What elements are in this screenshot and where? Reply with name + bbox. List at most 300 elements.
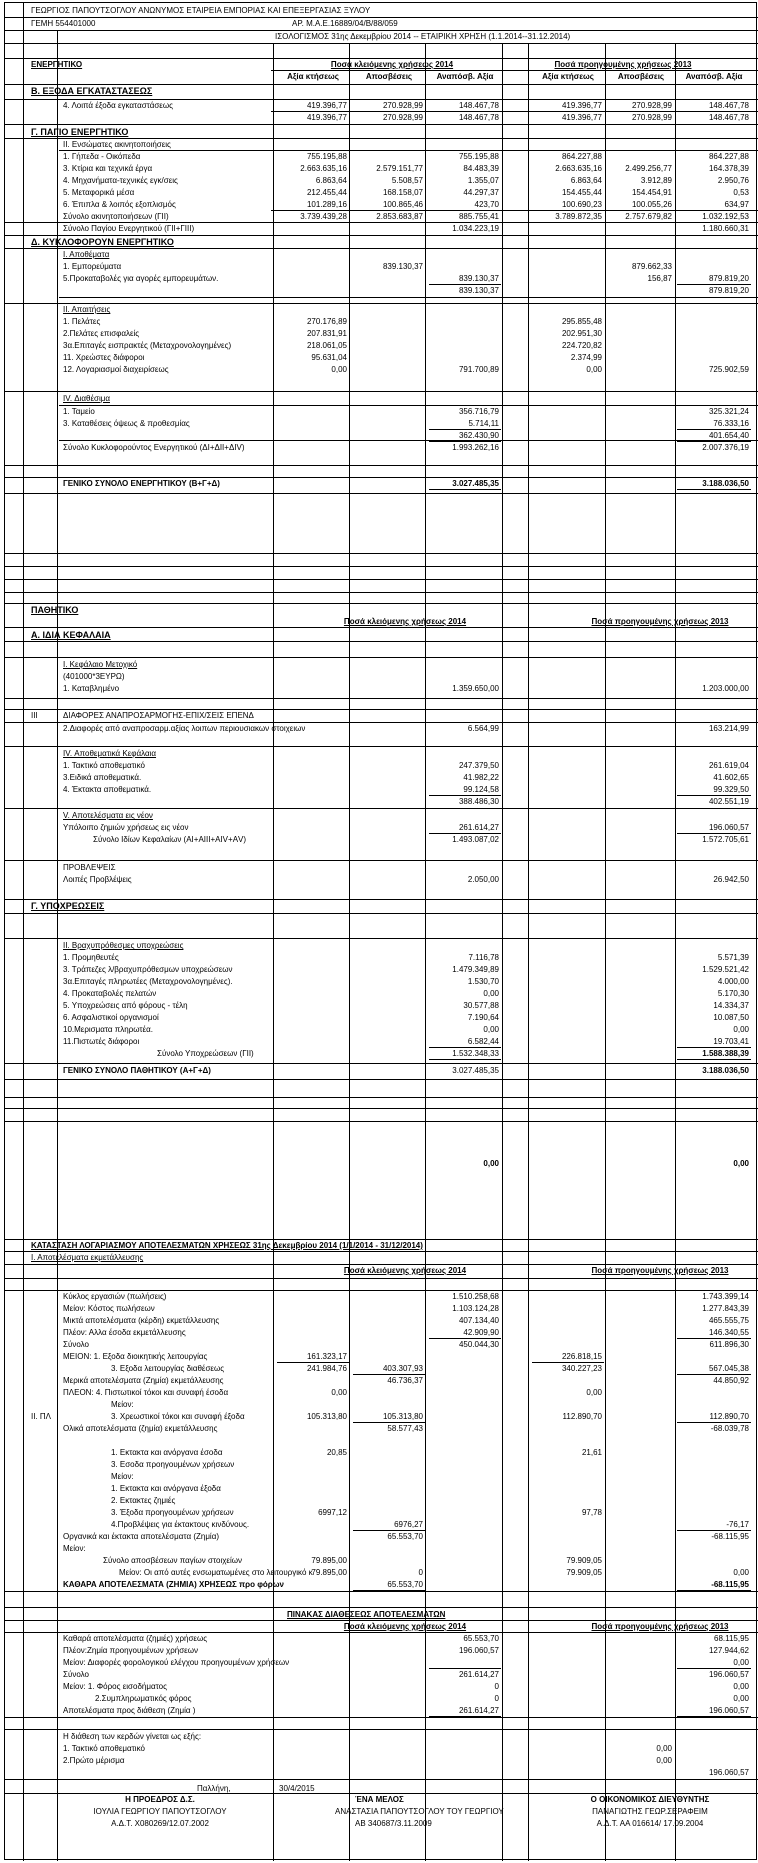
amount-cell: 224.720,82 (561, 341, 602, 350)
text-cell: ΠΛΕΟΝ: 4. Πιστωτικοί τόκοι και συναφή έσοδα (63, 1388, 229, 1397)
grid-line (5, 592, 758, 593)
text-cell: ΙΙ. ΠΛ (31, 1412, 52, 1421)
amount-cell: 755.195,88 (458, 152, 499, 161)
amount-cell: 2.007.376,19 (702, 443, 749, 452)
amount-cell: 1.532.348,33 (452, 1049, 499, 1058)
statement-row (5, 1567, 756, 1579)
text-cell: 4. Προκαταβολές πελατών (63, 989, 157, 998)
text-cell: IV. Διαθέσιμα (63, 394, 110, 403)
amount-cell: 791.700,89 (458, 365, 499, 374)
statement-row (5, 1000, 756, 1012)
statement-row (5, 1036, 756, 1048)
text-cell: 4.Προβλέψεις για έκτακτους κινδύνους. (111, 1520, 250, 1529)
amount-cell: 0 (418, 1568, 423, 1577)
amount-cell: 112.890,70 (562, 1412, 602, 1421)
grid-line (5, 1121, 758, 1122)
amount-cell: 1.993.262,16 (452, 443, 499, 452)
amount-cell: 402.551,19 (708, 797, 749, 806)
text-cell: V. Αποτελέσματα εις νέον (63, 811, 153, 820)
statement-row (5, 760, 756, 772)
text-cell: 11. Χρεώστες διάφοροι (63, 353, 145, 362)
amount-cell: 5.170,30 (717, 989, 749, 998)
text-cell: Σύνολο Υποχρεώσεων (ΓΙΙ) (157, 1049, 254, 1058)
text-cell: 1. Προμηθευτές (63, 953, 119, 962)
amount-cell: 0,00 (586, 1388, 602, 1397)
text-cell: 6. Έπιπλα & λοιπός εξοπλισμός (63, 200, 176, 209)
statement-row (5, 1048, 756, 1060)
amount-cell: 725.902,59 (708, 365, 749, 374)
grid-line (5, 808, 758, 809)
statement-row (5, 1693, 756, 1705)
amount-cell: 44.297,37 (463, 188, 499, 197)
amount-cell: 879.819,20 (708, 286, 749, 295)
amount-cell: 419.396,77 (561, 101, 602, 110)
statement-row (5, 796, 756, 808)
amount-cell: 79.909,05 (566, 1568, 602, 1577)
text-cell: ΜΕΙΟΝ: 1. Εξοδα διοικητικής λειτουργίας (63, 1352, 208, 1361)
amount-cell: 101.289,16 (306, 200, 347, 209)
grid-line (5, 553, 758, 554)
text-cell: ΙΟΥΛΙΑ ΓΕΩΡΓΙΟΥ ΠΑΠΟΥΤΣΟΓΛΟΥ (93, 1807, 227, 1816)
grid-line (5, 746, 758, 747)
statement-row (5, 952, 756, 964)
amount-cell: 864.227,88 (708, 152, 749, 161)
statement-row (5, 1252, 756, 1264)
text-cell: Σύνολο Παγίου Ενεργητικού (ΓΙΙ+ΓΙΙΙ) (63, 224, 195, 233)
amount-cell: 2.579.151,77 (376, 164, 423, 173)
statement-row (5, 1767, 756, 1779)
statement-row (5, 683, 756, 695)
statement-row (5, 199, 756, 211)
amount-cell: 5.571,39 (717, 953, 749, 962)
amount-cell: 270.928,99 (382, 113, 423, 122)
amount-cell: 270.928,99 (382, 101, 423, 110)
grid-line (5, 579, 758, 580)
amount-cell: 6976,27 (394, 1520, 423, 1529)
text-cell: Η ΠΡΟΕΔΡΟΣ Δ.Σ. (125, 1795, 195, 1804)
statement-row (5, 1483, 756, 1495)
amount-cell: 1.588.388,39 (702, 1049, 749, 1058)
statement-row (5, 976, 756, 988)
amount-cell: 79.895,00 (311, 1568, 347, 1577)
amount-cell: 567.045,38 (708, 1364, 749, 1373)
statement-row (5, 1681, 756, 1693)
amount-cell: 403.307,93 (382, 1364, 423, 1373)
text-cell: ΕΝΕΡΓΗΤΙΚΟ (31, 60, 83, 69)
amount-cell: 100.690,23 (561, 200, 602, 209)
amount-cell: -68.115,95 (711, 1532, 749, 1541)
text-cell: ΚΑΘΑΡΑ ΑΠΟΤΕΛΕΣΜΑΤΑ (ΖΗΜΙΑ) ΧΡΗΣΕΩΣ προ φόρων (63, 1580, 284, 1589)
amount-cell: 0,00 (733, 1025, 749, 1034)
statement-row (5, 340, 756, 352)
amount-cell: 105.313,80 (306, 1412, 347, 1421)
amount-cell: 5.714,11 (468, 419, 499, 428)
statement-row (5, 1447, 756, 1459)
amount-cell: 611.896,30 (709, 1340, 749, 1349)
amount-cell: 1.277.843,39 (702, 1304, 749, 1313)
statement-row (5, 784, 756, 796)
amount-cell: 1.203.000,00 (702, 684, 749, 693)
text-cell: ΙΙ. Ενσώματες ακινητοποιήσεις (63, 140, 171, 149)
text-cell: 12. Λογαριασμοί διαχειρίσεως (63, 365, 169, 374)
amount-cell: 41.602,65 (713, 773, 749, 782)
text-cell: Σύνολο (63, 1340, 89, 1349)
amount-cell: 156,87 (647, 274, 672, 283)
amount-cell: 14.334,37 (713, 1001, 749, 1010)
text-cell: Μικτά αποτελέσματα (κέρδη) εκμετάλλευσης (63, 1316, 220, 1325)
amount-cell: 154.455,44 (561, 188, 602, 197)
amount-cell: 79.909,05 (566, 1556, 602, 1565)
grid-line (5, 1717, 758, 1718)
amount-cell: 99.124,58 (463, 785, 499, 794)
amount-cell: 20,85 (326, 1448, 347, 1457)
statement-row (5, 671, 756, 683)
text-cell: Α.Δ.Τ. ΑΑ 016614/ 17.09.2004 (596, 1819, 704, 1828)
text-cell: Αξία κτήσεως (287, 72, 339, 81)
statement-row (5, 988, 756, 1000)
amount-cell: 100.055,26 (631, 200, 672, 209)
text-cell: 5.Προκαταβολές για αγορές εμπορευμάτων. (63, 274, 219, 283)
text-cell: ΠΡΟΒΛΕΨΕΙΣ (63, 863, 116, 872)
amount-cell: 450.044,30 (458, 1340, 499, 1349)
text-cell: Οργανικά και έκτακτα αποτελέσματα (Ζημία) (63, 1532, 219, 1541)
grid-line (5, 1097, 758, 1098)
text-cell: ΠΑΝΑΓΙΩΤΗΣ ΓΕΩΡ.ΣΕΡΑΦΕΙΜ (592, 1807, 708, 1816)
amount-cell: 0,00 (586, 365, 602, 374)
text-cell: Ποσά προηγουμένης χρήσεως 2013 (591, 1622, 729, 1631)
statement-row (5, 1579, 756, 1591)
amount-cell: 168.158,07 (382, 188, 423, 197)
amount-cell: 19.703,41 (713, 1037, 749, 1046)
statement-row (5, 1303, 756, 1315)
amount-cell: 46.736,37 (387, 1376, 423, 1385)
text-cell: Αποσβέσεις (617, 72, 665, 81)
amount-cell: 65.553,70 (387, 1580, 423, 1589)
text-cell: Δ. ΚΥΚΛΟΦΟΡΟΥΝ ΕΝΕΡΓΗΤΙΚΟ (31, 237, 174, 247)
amount-cell: 7.116,78 (468, 953, 499, 962)
text-cell: ΈΝΑ ΜΕΛΟΣ (355, 1795, 404, 1804)
statement-row (5, 316, 756, 328)
amount-cell: 95.631,04 (311, 353, 347, 362)
text-cell: Αναπόσβ. Αξία (685, 72, 743, 81)
text-cell: ΓΕΝΙΚΟ ΣΥΝΟΛΟ ΠΑΘΗΤΙΚΟΥ (Α+Γ+Δ) (63, 1066, 211, 1075)
statement-row (5, 5, 756, 17)
amount-cell: 1.529.521,42 (702, 965, 749, 974)
amount-cell: 97,78 (581, 1508, 602, 1517)
text-cell: Ποσά κλειόμενης χρήσεως 2014 (330, 60, 454, 69)
text-cell: Α. ΙΔΙΑ ΚΕΦΑΛΑΙΑ (31, 630, 111, 640)
statement-row (5, 1818, 756, 1830)
text-cell: 30/4/2015 (279, 1784, 315, 1793)
amount-cell: 41.982,22 (463, 773, 499, 782)
text-cell: Αναπόσβ. Αξία (436, 72, 494, 81)
text-cell: (401000*3ΕΥΡΩ) (63, 672, 125, 681)
text-cell: ΙΙ. Βραχυπρόθεσμες υποχρεώσεις (63, 941, 184, 950)
amount-cell: 1.103.124,28 (452, 1304, 499, 1313)
statement-row (5, 1755, 756, 1767)
text-cell: Ι. Αποθέματα (63, 250, 110, 259)
text-cell: Μείον: (111, 1472, 134, 1481)
statement-row (5, 1633, 756, 1645)
statement-row (5, 940, 756, 952)
amount-cell: 879.662,33 (631, 262, 672, 271)
amount-cell: 100.865,46 (382, 200, 423, 209)
statement-row (5, 85, 756, 97)
amount-cell: 2.374,99 (570, 353, 602, 362)
text-cell: ΔΙΑΦΟΡΕΣ ΑΝΑΠΡΟΣΑΡΜΟΓΗΣ-ΕΠΙΧ/ΣΕΙΣ ΕΠΕΝΔ (63, 711, 254, 720)
statement-row (5, 478, 756, 490)
amount-cell: 26.942,50 (713, 875, 749, 884)
text-cell: 1. Εμπορεύματα (63, 262, 122, 271)
amount-cell: 0,00 (483, 1025, 499, 1034)
text-cell: Πλέον: Αλλα έσοδα εκμετάλλευσης (63, 1328, 186, 1337)
statement-row (5, 748, 756, 760)
text-cell: ΚΑΤΑΣΤΑΣΗ ΛΟΓΑΡΙΑΣΜΟΥ ΑΠΟΤΕΛΕΣΜΑΤΩΝ ΧΡΗΣΕΩΣ 31ης Δεκεμβρίου 2014 (1/1/2014 - 31/12/2014) (31, 1241, 423, 1250)
text-cell: ΑΡ. Μ.Α.Ε.16889/04/Β/88/059 (292, 19, 398, 28)
text-cell: Μείον: 1. Φόρος εισοδήματος (63, 1682, 167, 1691)
amount-cell: 2.663.635,16 (300, 164, 347, 173)
amount-cell: 6.582,44 (467, 1037, 499, 1046)
text-cell: ΑΒ 340687/3.11.2009 (355, 1819, 432, 1828)
text-cell: Ολικά αποτελέσματα (ζημία) εκμετάλλευσης (63, 1424, 218, 1433)
amount-cell: 270.928,99 (631, 113, 672, 122)
statement-row (5, 629, 756, 641)
amount-cell: 79.895,00 (311, 1556, 347, 1565)
amount-cell: 261.614,27 (458, 1670, 499, 1679)
amount-cell: 0,00 (331, 365, 347, 374)
text-cell: Α.Δ.Τ. Χ080269/12.07.2002 (111, 1819, 209, 1828)
amount-cell: 0 (494, 1694, 499, 1703)
statement-row (5, 723, 756, 735)
amount-cell: 3.188.036,50 (702, 479, 749, 488)
statement-row (5, 261, 756, 273)
text-cell: Μερικά αποτελέσματα (Ζημία) εκμετάλλευσης (63, 1376, 224, 1385)
statement-row (5, 1519, 756, 1531)
text-cell: 3. Τράπεζες λ/βραχυπρόθεσμων υποχρεώσεων (63, 965, 233, 974)
statement-row (5, 211, 756, 223)
statement-row (5, 1375, 756, 1387)
text-cell: ΙΣΟΛΟΓΙΣΜΟΣ 31ης Δεκεμβρίου 2014 -- ΕΤΑΙΡΙΚΗ ΧΡΗΣΗ (1.1.2014--31.12.2014) (275, 32, 571, 41)
amount-cell: 2.663.635,16 (555, 164, 602, 173)
amount-cell: 3.789.872,35 (555, 212, 602, 221)
statement-row (5, 1363, 756, 1375)
statement-row (5, 604, 756, 616)
text-cell: 3. Εξοδα λειτουργίας διαθέσεως (111, 1364, 225, 1373)
amount-cell: 6.863,64 (315, 176, 347, 185)
amount-cell: 401.654,40 (708, 431, 749, 440)
amount-cell: 0,00 (733, 1658, 749, 1667)
grid-line (5, 566, 758, 567)
grid-line (5, 1063, 758, 1064)
amount-cell: 146.340,55 (708, 1328, 749, 1337)
text-cell: 1. Τακτικό αποθεματικό (63, 1744, 145, 1753)
statement-row (5, 1621, 756, 1633)
amount-cell: 163.214,99 (708, 724, 749, 733)
statement-row (5, 1531, 756, 1543)
text-cell: Ποσά κλειόμενης χρήσεως 2014 (343, 1266, 467, 1275)
grid-line (5, 1108, 758, 1109)
amount-cell: 839.130,37 (458, 274, 499, 283)
amount-cell: 0,00 (483, 1159, 499, 1168)
statement-row (5, 406, 756, 418)
grid-line (5, 641, 758, 642)
grid-line (5, 1278, 758, 1279)
statement-row (5, 187, 756, 199)
text-cell: 4. Μηχανήματα-τεχνικές εγκ/σεις (63, 176, 178, 185)
amount-cell: 2.950,76 (717, 176, 749, 185)
financial-statement-sheet (4, 2, 757, 1860)
statement-row (5, 1024, 756, 1036)
amount-cell: 885.755,41 (458, 212, 499, 221)
amount-cell: 226.818,15 (561, 1352, 602, 1361)
statement-row (5, 1387, 756, 1399)
text-cell: 3. Κτίρια και τεχνικά έργα (63, 164, 153, 173)
amount-cell: 423,70 (474, 200, 499, 209)
amount-cell: 2.757.679,82 (625, 212, 672, 221)
text-cell: Σύνολο Ιδίων Κεφαλαίων (ΑΙ+ΑΙΙΙ+ΑΙV+ΑV) (93, 835, 247, 844)
text-cell: 3. Εσοδα προηγουμένων χρήσεων (111, 1460, 235, 1469)
amount-cell: 1.479.349,89 (452, 965, 499, 974)
text-cell: 1. Ταμείο (63, 407, 95, 416)
amount-cell: 161.323,17 (306, 1352, 347, 1361)
statement-row (5, 304, 756, 316)
statement-row (5, 1743, 756, 1755)
statement-row (5, 418, 756, 430)
amount-cell: 839.130,37 (382, 262, 423, 271)
text-cell: 2.Διαφορές από αναπροσαρμ.αξίας λοιπων περιουσιακων στοιχειων (63, 724, 306, 733)
text-cell: 2. Εκτακτες ζημιές (111, 1496, 176, 1505)
amount-cell: 0,00 (656, 1744, 672, 1753)
amount-cell: 839.130,37 (458, 286, 499, 295)
statement-row (5, 1351, 756, 1363)
text-cell: 11.Πιστωτές διάφοροι (63, 1037, 140, 1046)
amount-cell: 3.027.485,35 (452, 1066, 499, 1075)
amount-cell: 419.396,77 (306, 101, 347, 110)
grid-line (5, 1729, 758, 1730)
statement-row (5, 1240, 756, 1252)
amount-cell: 755.195,88 (306, 152, 347, 161)
grid-line (5, 391, 758, 392)
statement-row (5, 862, 756, 874)
grid-line (5, 938, 758, 939)
amount-cell: 148.467,78 (708, 113, 749, 122)
amount-cell: 0,00 (483, 989, 499, 998)
amount-cell: 3.739.439,28 (300, 212, 347, 221)
statement-row (5, 223, 756, 235)
statement-row (5, 59, 756, 71)
statement-row (5, 151, 756, 163)
text-cell: Σύνολο αποσβέσεων παγίων στοιχείων (103, 1556, 243, 1565)
amount-cell: 6997,12 (318, 1508, 347, 1517)
text-cell: 3. Καταθέσεις όψεως & προθεσμίας (63, 419, 190, 428)
amount-cell: 0,00 (656, 1756, 672, 1765)
amount-cell: 465.555,75 (708, 1316, 749, 1325)
statement-row (5, 1265, 756, 1277)
amount-cell: 202.951,30 (561, 329, 602, 338)
statement-row (5, 1327, 756, 1339)
amount-cell: 261.614,27 (458, 823, 499, 832)
text-cell: Αποτελέσματα προς διάθεση (Ζημία ) (63, 1706, 196, 1715)
statement-row (5, 659, 756, 671)
text-cell: Γ. ΥΠΟΧΡΕΩΣΕΙΣ (31, 901, 105, 911)
statement-row (5, 1158, 756, 1170)
amount-cell: 388.486,30 (458, 797, 499, 806)
grid-line (5, 124, 758, 125)
text-cell: Σύνολο ακινητοποιήσεων (ΓΙΙ) (63, 212, 169, 221)
statement-row (5, 393, 756, 405)
amount-cell: 1.359.650,00 (452, 684, 499, 693)
text-cell: 6. Ασφαλιστικοί οργανισμοί (63, 1013, 159, 1022)
text-cell: Σύνολο (63, 1670, 89, 1679)
statement-row (5, 1459, 756, 1471)
text-cell: Η διάθεση των κερδών γίνεται ως εξής: (63, 1732, 202, 1741)
amount-cell: 148.467,78 (708, 101, 749, 110)
text-cell: Μείον: (63, 1544, 86, 1553)
amount-cell: 356.716,79 (458, 407, 499, 416)
text-cell: 4. Έκτακτα αποθεματικά. (63, 785, 152, 794)
amount-cell: 407.134,40 (458, 1316, 499, 1325)
amount-cell: 2.050,00 (467, 875, 499, 884)
amount-cell: 0,00 (331, 1388, 347, 1397)
statement-row (5, 163, 756, 175)
text-cell: ΑΝΑΣΤΑΣΙΑ ΠΑΠΟΥΤΣΟΓΛΟΥ ΤΟΥ ΓΕΩΡΓΙΟΥ (335, 1807, 504, 1816)
text-cell: ΓΕΝΙΚΟ ΣΥΝΟΛΟ ΕΝΕΡΓΗΤΙΚΟΥ (Β+Γ+Δ) (63, 479, 220, 488)
amount-cell: 65.553,70 (463, 1634, 499, 1643)
amount-cell: 99.329,50 (713, 785, 749, 794)
statement-row (5, 1669, 756, 1681)
grid-line (5, 913, 758, 914)
amount-cell: 58.577,43 (387, 1424, 423, 1433)
statement-row (5, 1794, 756, 1806)
text-cell: 2.Πελάτες επισφαλείς (63, 329, 140, 338)
statement-row (5, 1705, 756, 1717)
amount-cell: 3.027.485,35 (452, 479, 499, 488)
amount-cell: 196.060,57 (708, 1670, 749, 1679)
statement-row (5, 616, 756, 628)
text-cell: Ο ΟΙΚΟΝΟΜΙΚΟΣ ΔΙΕΥΘΥΝΤΗΣ (590, 1795, 710, 1804)
amount-cell: 1.034.223,19 (452, 224, 499, 233)
amount-cell: 0,53 (733, 188, 749, 197)
text-cell: 2.Πρώτο μέρισμα (63, 1756, 125, 1765)
amount-cell: 241.984,76 (306, 1364, 347, 1373)
amount-cell: 879.819,20 (708, 274, 749, 283)
amount-cell: 1.493.087,02 (452, 835, 499, 844)
text-cell: 1. Εκτακτα και ανόργανα έξοδα (111, 1484, 221, 1493)
amount-cell: 6.863,64 (570, 176, 602, 185)
statement-row (5, 1731, 756, 1743)
text-cell: 1. Τακτικό αποθεματικό (63, 761, 145, 770)
statement-row (5, 900, 756, 912)
amount-cell: 44.850,92 (713, 1376, 749, 1385)
grid-line (5, 1079, 758, 1080)
amount-cell: 1.510.258,68 (452, 1292, 499, 1301)
amount-cell: 164.378,39 (708, 164, 749, 173)
amount-cell: 0,00 (733, 1682, 749, 1691)
amount-cell: 1.180.660,31 (702, 224, 749, 233)
text-cell: 2.Συμπληρωματικός φόρος (95, 1694, 192, 1703)
text-cell: Πλέον:Ζημία προηγουμένων χρήσεων (63, 1646, 198, 1655)
amount-cell: 634,97 (724, 200, 749, 209)
statement-row (5, 328, 756, 340)
amount-cell: 340.227,23 (561, 1364, 602, 1373)
amount-cell: 3.912,89 (640, 176, 672, 185)
statement-row (5, 1555, 756, 1567)
text-cell: Αξία κτήσεως (542, 72, 594, 81)
amount-cell: 84.483,39 (463, 164, 499, 173)
amount-cell: 1.530,70 (467, 977, 499, 986)
statement-row (5, 1423, 756, 1435)
statement-row (5, 352, 756, 364)
